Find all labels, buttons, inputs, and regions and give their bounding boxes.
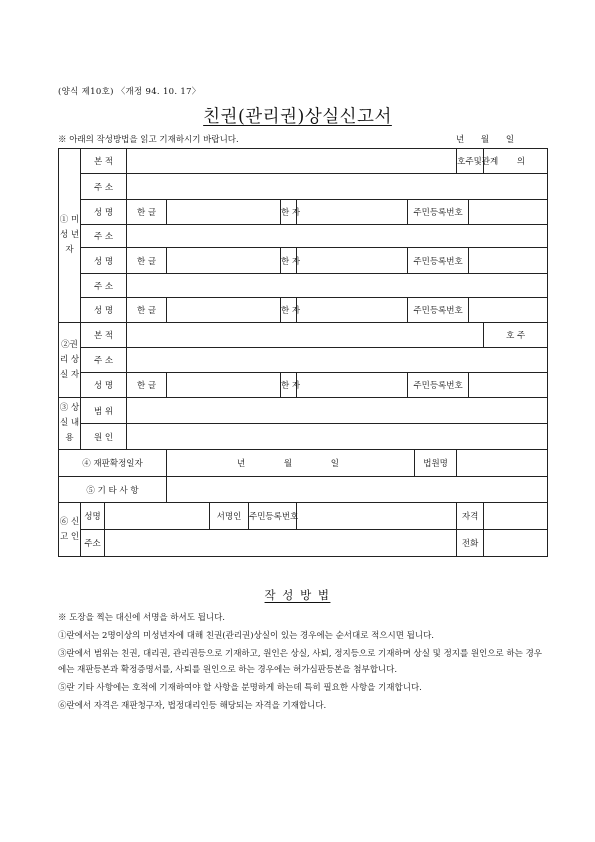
trial-date-label: ④ 재판확정일자 bbox=[59, 450, 167, 477]
rrn-field[interactable] bbox=[469, 248, 548, 274]
qualification-label: 자격 bbox=[457, 503, 484, 530]
name-hangul-field[interactable] bbox=[167, 200, 281, 225]
phone-field[interactable] bbox=[484, 530, 548, 557]
name-label: 성 명 bbox=[81, 373, 127, 398]
hanja-label: 한 자 bbox=[281, 200, 297, 225]
scope-field[interactable] bbox=[127, 398, 548, 424]
name-hangul-field[interactable] bbox=[167, 298, 281, 323]
rrn-label: 주민등록번호 bbox=[408, 200, 469, 225]
reporter-name-label: 성명 bbox=[81, 503, 105, 530]
address-label: 주 소 bbox=[81, 348, 127, 373]
hanja-label: 한 자 bbox=[281, 373, 297, 398]
address-field[interactable] bbox=[127, 174, 548, 200]
instruction-item: ※ 도장을 찍는 대신에 서명을 하셔도 됩니다. bbox=[58, 613, 226, 623]
reporter-address-label: 주소 bbox=[81, 530, 105, 557]
instruction-item: ③란에서 범위는 친권, 대리권, 관리권등으로 기재하고, 원인은 상실, 사퇴, 정지등으로 기재하며 상실 및 정지를 원인으로 하는 경우에는 재판등본과 확정증명서를, 사퇴를 원인으로 하는 경우에는 허가심판등본을 첨부합니다. bbox=[58, 649, 543, 675]
rrn-field[interactable] bbox=[469, 373, 548, 398]
name-hangul-field[interactable] bbox=[167, 248, 281, 274]
rrn-label: 주민등록번호 bbox=[408, 248, 469, 274]
rrn-field[interactable] bbox=[469, 298, 548, 323]
bonjeok-label: 본 적 bbox=[81, 149, 127, 174]
name-label: 성 명 bbox=[81, 298, 127, 323]
hangul-label: 한 글 bbox=[127, 373, 167, 398]
report-form-table bbox=[58, 148, 548, 557]
bonjeok-label: 본 적 bbox=[81, 323, 127, 348]
rrn-label: 주민등록번호 bbox=[408, 298, 469, 323]
address-label: 주 소 bbox=[81, 174, 127, 200]
other-matters-label: ⑤ 기 타 사 항 bbox=[59, 477, 167, 503]
name-label: 성 명 bbox=[81, 248, 127, 274]
address-field[interactable] bbox=[127, 274, 548, 298]
address-field[interactable] bbox=[127, 348, 548, 373]
section-loss-content-label: ③ 상실 내용 bbox=[59, 398, 81, 450]
scope-label: 범 위 bbox=[81, 398, 127, 424]
name-hanja-field[interactable] bbox=[297, 298, 408, 323]
instruction-item: ⑥란에서 자격은 재판청구자, 법정대리인등 해당되는 자격을 기재합니다. bbox=[58, 701, 327, 711]
hanja-label: 한 자 bbox=[281, 298, 297, 323]
other-matters-field[interactable] bbox=[167, 477, 548, 503]
hanja-label: 한 자 bbox=[281, 248, 297, 274]
bonjeok-field[interactable] bbox=[127, 323, 484, 348]
qualification-field[interactable] bbox=[484, 503, 548, 530]
hangul-label: 한 글 bbox=[127, 298, 167, 323]
signature-label: 서명인 bbox=[210, 503, 249, 530]
rrn-label: 주민등록번호 bbox=[408, 373, 469, 398]
bonjeok-field[interactable] bbox=[127, 149, 457, 174]
reporter-address-field[interactable] bbox=[105, 530, 457, 557]
name-label: 성 명 bbox=[81, 200, 127, 225]
reporter-rrn-field[interactable] bbox=[297, 503, 457, 530]
page-title: 친권(관리권)상실신고서 bbox=[203, 107, 392, 127]
ui-label: 의 bbox=[516, 157, 526, 167]
instructions-list bbox=[58, 610, 542, 716]
hoju-label: 호 주 bbox=[484, 323, 548, 348]
name-hanja-field[interactable] bbox=[297, 248, 408, 274]
instructions-title: 작 성 방 법 bbox=[264, 588, 331, 602]
court-field[interactable] bbox=[457, 450, 548, 477]
date-label: 년 월 일 bbox=[456, 135, 515, 145]
name-hanja-field[interactable] bbox=[297, 373, 408, 398]
name-hanja-field[interactable] bbox=[297, 200, 408, 225]
reporter-rrn-label: 주민등록번호 bbox=[249, 503, 297, 530]
section-rights-loser-label: ②권 리 상 실 자 bbox=[59, 323, 81, 398]
address-label: 주 소 bbox=[81, 225, 127, 248]
instruction-item: ⑤란 기타 사항에는 호적에 기재하여야 할 사항을 분명하게 하는데 특히 필요한 사항을 기재합니다. bbox=[58, 683, 422, 693]
notice-text: ※ 아래의 작성방법을 읽고 기재하시기 바랍니다. bbox=[58, 135, 239, 145]
trial-date-field[interactable] bbox=[167, 450, 415, 477]
rrn-field[interactable] bbox=[469, 200, 548, 225]
name-hangul-field[interactable] bbox=[167, 373, 281, 398]
reporter-name-field[interactable] bbox=[105, 503, 210, 530]
section-reporter-label: ⑥ 신고 인 bbox=[59, 503, 81, 557]
form-code: (양식 제10호) 〈개정 94. 10. 17〉 bbox=[58, 87, 201, 97]
trial-date-parts: 년 월 일 bbox=[236, 459, 345, 469]
cause-field[interactable] bbox=[127, 424, 548, 450]
instruction-item: ①란에서는 2명이상의 미성년자에 대해 친권(관리권)상실이 있는 경우에는 순서대로 적으시면 됩니다. bbox=[58, 631, 435, 641]
hangul-label: 한 글 bbox=[127, 200, 167, 225]
hangul-label: 한 글 bbox=[127, 248, 167, 274]
cause-label: 원 인 bbox=[81, 424, 127, 450]
court-label: 법원명 bbox=[415, 450, 457, 477]
address-field[interactable] bbox=[127, 225, 548, 248]
section-minor-label: ① 미 성 년 자 bbox=[59, 149, 81, 323]
phone-label: 전화 bbox=[457, 530, 484, 557]
hoju-relation-label: 호주및관계 bbox=[457, 149, 484, 174]
address-label: 주 소 bbox=[81, 274, 127, 298]
